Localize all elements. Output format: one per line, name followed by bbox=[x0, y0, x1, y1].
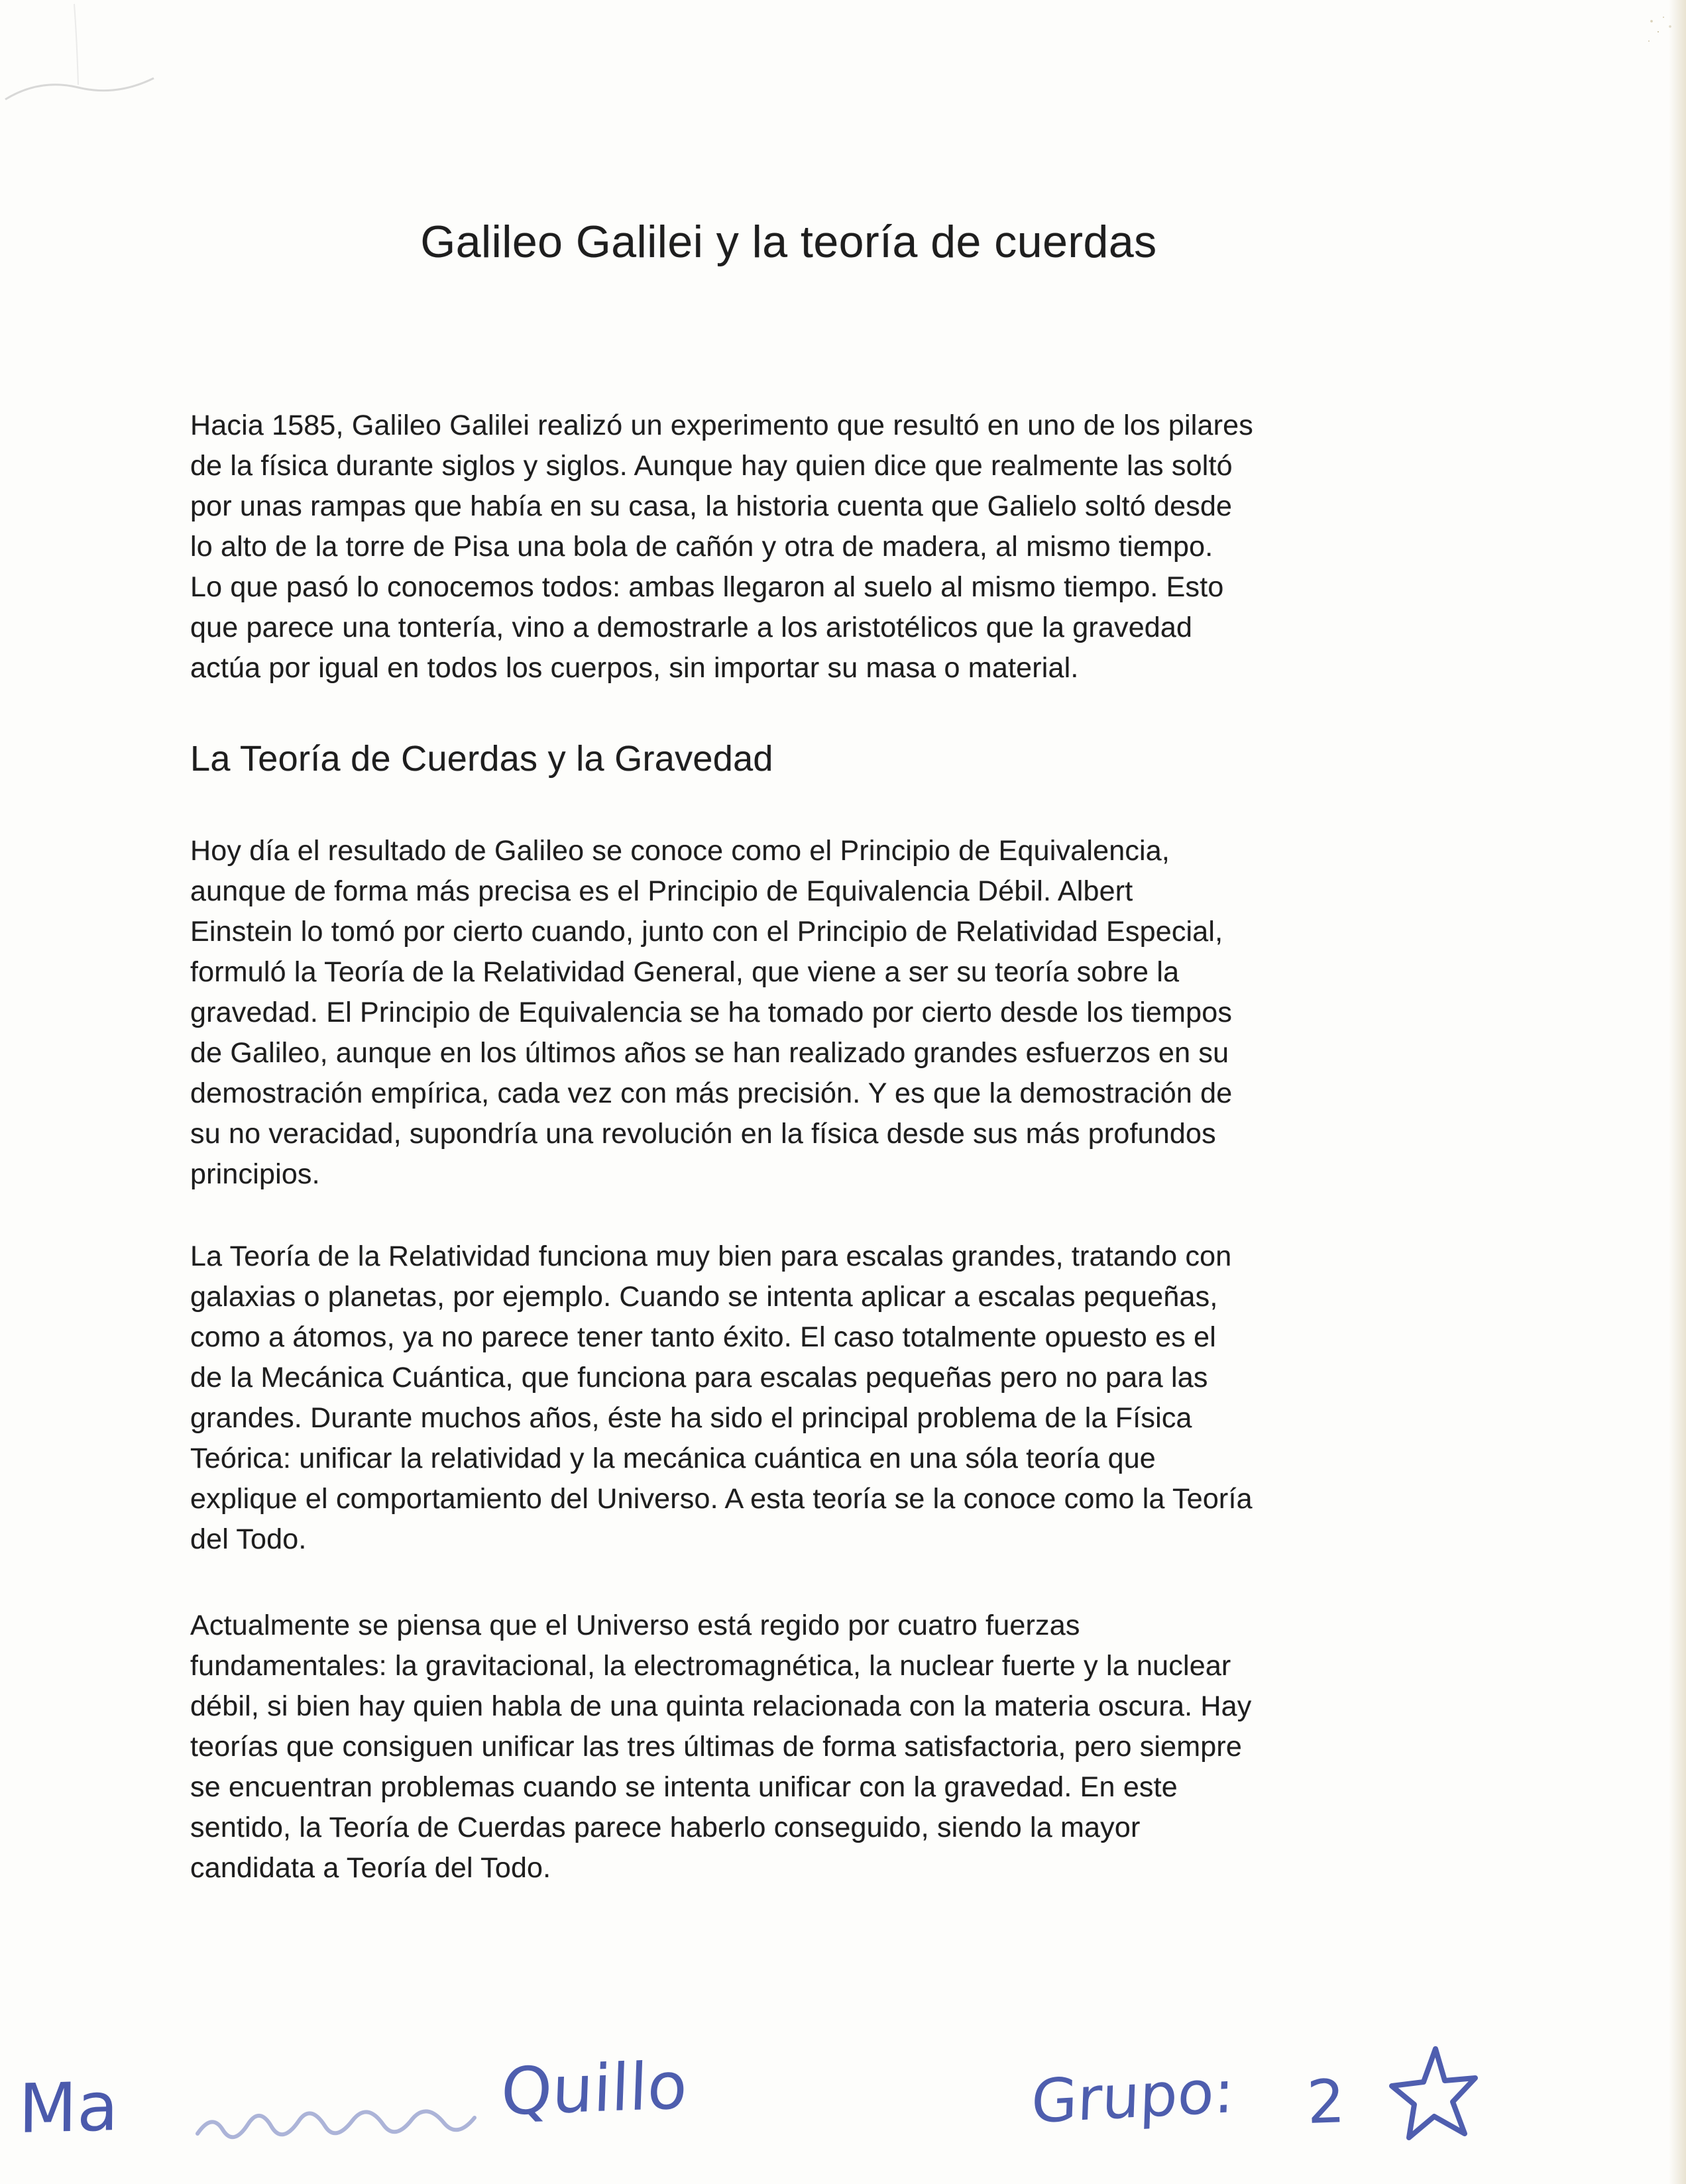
text-line: grandes. Durante muchos años, éste ha sido el principal problema de la Física bbox=[190, 1402, 1192, 1434]
text-line: de Galileo, aunque en los últimos años se han realizado grandes esfuerzos en su bbox=[190, 1037, 1229, 1069]
star-icon bbox=[1384, 2040, 1483, 2146]
text-line: Lo que pasó lo conocemos todos: ambas llegaron al suelo al mismo tiempo. Esto bbox=[190, 571, 1224, 603]
text-line: como a átomos, ya no parece tener tanto éxito. El caso totalmente opuesto es el bbox=[190, 1321, 1216, 1353]
text-line: se encuentran problemas cuando se intenta unificar con la gravedad. En este bbox=[190, 1771, 1178, 1803]
text-line: Actualmente se piensa que el Universo está regido por cuatro fuerzas bbox=[190, 1610, 1080, 1641]
text-line: de la Mecánica Cuántica, que funciona para escalas pequeñas pero no para las bbox=[190, 1362, 1208, 1393]
text-line: Einstein lo tomó por cierto cuando, junto con el Principio de Relatividad Especial, bbox=[190, 916, 1223, 948]
handwritten-nickname: Quillo bbox=[500, 2048, 689, 2131]
handwritten-group-number: 2 bbox=[1306, 2067, 1347, 2138]
text-line: galaxias o planetas, por ejemplo. Cuando se intenta aplicar a escalas pequeñas, bbox=[190, 1281, 1218, 1313]
text-line: fundamentales: la gravitacional, la electromagnética, la nuclear fuerte y la nuclear bbox=[190, 1650, 1231, 1682]
text-line: La Teoría de la Relatividad funciona muy bien para escalas grandes, tratando con bbox=[190, 1240, 1232, 1272]
text-line: principios. bbox=[190, 1158, 320, 1190]
text-line: Teórica: unificar la relatividad y la mecánica cuántica en una sóla teoría que bbox=[190, 1443, 1156, 1474]
text-line: explique el comportamiento del Universo. A esta teoría se la conoce como la Teoría bbox=[190, 1483, 1253, 1515]
paper-crease-mark bbox=[0, 0, 172, 133]
text-line: Hacia 1585, Galileo Galilei realizó un experimento que resultó en uno de los pilares bbox=[190, 410, 1253, 441]
handwritten-name-fragment: Ma bbox=[18, 2067, 119, 2150]
text-line: candidata a Teoría del Todo. bbox=[190, 1852, 551, 1884]
text-line: lo alto de la torre de Pisa una bola de cañón y otra de madera, al mismo tiempo. bbox=[190, 531, 1213, 563]
text-line: su no veracidad, supondría una revolución en la física desde sus más profundos bbox=[190, 1118, 1216, 1150]
text-line: débil, si bien hay quien habla de una quinta relacionada con la materia oscura. Hay bbox=[190, 1690, 1252, 1722]
paragraph-relativity bbox=[190, 1236, 1253, 1560]
paragraph-forces bbox=[190, 1606, 1251, 1888]
section-heading: La Teoría de Cuerdas y la Gravedad bbox=[190, 739, 773, 779]
text-line: del Todo. bbox=[190, 1523, 307, 1555]
text-line: por unas rampas que había en su casa, la historia cuenta que Galielo soltó desde bbox=[190, 490, 1233, 522]
text-line: de la física durante siglos y siglos. Aunque hay quien dice que realmente las soltó bbox=[190, 450, 1233, 482]
paragraph-equivalence bbox=[190, 831, 1232, 1195]
paragraph-intro bbox=[190, 406, 1253, 688]
faded-handwriting-scribble bbox=[194, 2086, 478, 2159]
text-line: demostración empírica, cada vez con más precisión. Y es que la demostración de bbox=[190, 1077, 1233, 1109]
scan-noise-speckles bbox=[1644, 12, 1683, 58]
text-line: teorías que consiguen unificar las tres últimas de forma satisfactoria, pero siempre bbox=[190, 1731, 1243, 1763]
text-line: formuló la Teoría de la Relatividad General, que viene a ser su teoría sobre la bbox=[190, 956, 1180, 988]
text-line: Hoy día el resultado de Galileo se conoce como el Principio de Equivalencia, bbox=[190, 835, 1170, 867]
handwritten-group-label: Grupo: bbox=[1030, 2056, 1235, 2138]
text-line: aunque de forma más precisa es el Principio de Equivalencia Débil. Albert bbox=[190, 875, 1133, 907]
text-line: que parece una tontería, vino a demostrarle a los aristotélicos que la gravedad bbox=[190, 612, 1193, 643]
document-title: Galileo Galilei y la teoría de cuerdas bbox=[420, 217, 1157, 267]
text-line: actúa por igual en todos los cuerpos, sin importar su masa o material. bbox=[190, 652, 1079, 684]
text-line: gravedad. El Principio de Equivalencia se ha tomado por cierto desde los tiempos bbox=[190, 997, 1233, 1028]
scan-edge-shadow bbox=[1669, 0, 1686, 2184]
text-line: sentido, la Teoría de Cuerdas parece haberlo conseguido, siendo la mayor bbox=[190, 1812, 1141, 1843]
